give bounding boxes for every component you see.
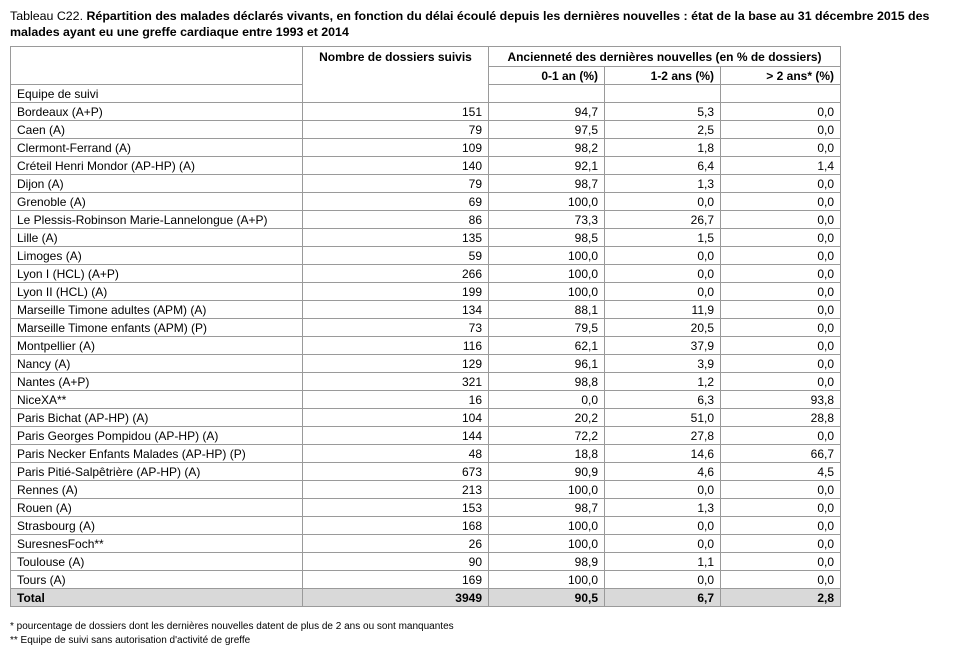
total-1-2-ans: 6,7 <box>605 589 721 607</box>
cell-gt-2-ans: 0,0 <box>721 193 841 211</box>
cell-gt-2-ans: 0,0 <box>721 535 841 553</box>
cell-dossiers: 109 <box>303 139 489 157</box>
cell-dossiers: 116 <box>303 337 489 355</box>
cell-1-2-ans: 1,8 <box>605 139 721 157</box>
table-row <box>11 175 841 193</box>
cell-equipe: Marseille Timone adultes (APM) (A) <box>11 301 303 319</box>
cell-0-1-an: 20,2 <box>489 409 605 427</box>
cell-1-2-ans: 20,5 <box>605 319 721 337</box>
cell-0-1-an: 100,0 <box>489 571 605 589</box>
cell-gt-2-ans: 66,7 <box>721 445 841 463</box>
cell-0-1-an: 97,5 <box>489 121 605 139</box>
table-row <box>11 391 841 409</box>
cell-1-2-ans: 26,7 <box>605 211 721 229</box>
cell-dossiers: 266 <box>303 265 489 283</box>
cell-1-2-ans: 1,3 <box>605 499 721 517</box>
table-row <box>11 229 841 247</box>
table-row <box>11 409 841 427</box>
cell-dossiers: 86 <box>303 211 489 229</box>
cell-dossiers: 69 <box>303 193 489 211</box>
cell-dossiers: 151 <box>303 103 489 121</box>
cell-equipe: Grenoble (A) <box>11 193 303 211</box>
cell-1-2-ans: 0,0 <box>605 517 721 535</box>
cell-0-1-an: 0,0 <box>489 391 605 409</box>
cell-equipe: Paris Georges Pompidou (AP-HP) (A) <box>11 427 303 445</box>
table-row <box>11 319 841 337</box>
cell-equipe: NiceXA** <box>11 391 303 409</box>
table-row <box>11 247 841 265</box>
table-row <box>11 103 841 121</box>
cell-1-2-ans: 0,0 <box>605 247 721 265</box>
header-1-2-ans: 1-2 ans (%) <box>605 67 721 85</box>
cell-1-2-ans: 1,1 <box>605 553 721 571</box>
cell-0-1-an: 98,8 <box>489 373 605 391</box>
cell-equipe: SuresnesFoch** <box>11 535 303 553</box>
cell-1-2-ans: 6,4 <box>605 157 721 175</box>
header-anciennete: Ancienneté des dernières nouvelles (en % de dossiers) <box>489 47 841 67</box>
cell-equipe: Toulouse (A) <box>11 553 303 571</box>
cell-0-1-an: 18,8 <box>489 445 605 463</box>
cell-dossiers: 73 <box>303 319 489 337</box>
table-row <box>11 445 841 463</box>
table-row <box>11 571 841 589</box>
table-number: Tableau C22. <box>10 9 84 23</box>
total-dossiers: 3949 <box>303 589 489 607</box>
cell-dossiers: 134 <box>303 301 489 319</box>
cell-equipe: Rennes (A) <box>11 481 303 499</box>
cell-1-2-ans: 1,5 <box>605 229 721 247</box>
total-label: Total <box>11 589 303 607</box>
table-row <box>11 301 841 319</box>
cell-dossiers: 59 <box>303 247 489 265</box>
cell-gt-2-ans: 0,0 <box>721 121 841 139</box>
cell-0-1-an: 96,1 <box>489 355 605 373</box>
cell-gt-2-ans: 0,0 <box>721 373 841 391</box>
footnote-2: ** Equipe de suivi sans autorisation d'activité de greffe <box>10 635 251 646</box>
footnote-1: * pourcentage de dossiers dont les dernières nouvelles datent de plus de 2 ans ou sont manquantes <box>10 621 454 632</box>
cell-equipe: Rouen (A) <box>11 499 303 517</box>
table-row <box>11 121 841 139</box>
table-title <box>10 8 970 40</box>
table-row <box>11 139 841 157</box>
cell-equipe: Paris Bichat (AP-HP) (A) <box>11 409 303 427</box>
cell-1-2-ans: 5,3 <box>605 103 721 121</box>
cell-0-1-an: 100,0 <box>489 265 605 283</box>
cell-dossiers: 169 <box>303 571 489 589</box>
cell-0-1-an: 79,5 <box>489 319 605 337</box>
cell-gt-2-ans: 0,0 <box>721 103 841 121</box>
cell-1-2-ans: 1,2 <box>605 373 721 391</box>
cell-0-1-an: 100,0 <box>489 517 605 535</box>
cell-0-1-an: 92,1 <box>489 157 605 175</box>
cell-gt-2-ans: 0,0 <box>721 553 841 571</box>
cell-dossiers: 26 <box>303 535 489 553</box>
cell-equipe: Lyon II (HCL) (A) <box>11 283 303 301</box>
cell-0-1-an: 100,0 <box>489 193 605 211</box>
table-row <box>11 427 841 445</box>
cell-gt-2-ans: 0,0 <box>721 139 841 157</box>
cell-0-1-an: 94,7 <box>489 103 605 121</box>
cell-1-2-ans: 27,8 <box>605 427 721 445</box>
cell-equipe: Clermont-Ferrand (A) <box>11 139 303 157</box>
cell-1-2-ans: 0,0 <box>605 193 721 211</box>
table-row <box>11 553 841 571</box>
cell-dossiers: 79 <box>303 175 489 193</box>
cell-0-1-an: 73,3 <box>489 211 605 229</box>
header-empty-2 <box>11 67 303 85</box>
cell-0-1-an: 100,0 <box>489 247 605 265</box>
cell-dossiers: 168 <box>303 517 489 535</box>
cell-gt-2-ans: 0,0 <box>721 319 841 337</box>
cell-1-2-ans: 2,5 <box>605 121 721 139</box>
cell-dossiers: 199 <box>303 283 489 301</box>
cell-1-2-ans: 3,9 <box>605 355 721 373</box>
table-row <box>11 337 841 355</box>
cell-gt-2-ans: 0,0 <box>721 265 841 283</box>
cell-0-1-an: 98,9 <box>489 553 605 571</box>
cell-dossiers: 16 <box>303 391 489 409</box>
cell-equipe: Marseille Timone enfants (APM) (P) <box>11 319 303 337</box>
cell-0-1-an: 88,1 <box>489 301 605 319</box>
cell-equipe: Montpellier (A) <box>11 337 303 355</box>
cell-dossiers: 79 <box>303 121 489 139</box>
cell-equipe: Strasbourg (A) <box>11 517 303 535</box>
header-gt-2-ans: > 2 ans* (%) <box>721 67 841 85</box>
cell-gt-2-ans: 93,8 <box>721 391 841 409</box>
cell-1-2-ans: 6,3 <box>605 391 721 409</box>
cell-1-2-ans: 37,9 <box>605 337 721 355</box>
header-dossiers: Nombre de dossiers suivis <box>303 47 489 67</box>
cell-dossiers: 153 <box>303 499 489 517</box>
cell-gt-2-ans: 0,0 <box>721 301 841 319</box>
table-row <box>11 499 841 517</box>
table-row <box>11 355 841 373</box>
cell-gt-2-ans: 0,0 <box>721 517 841 535</box>
cell-1-2-ans: 51,0 <box>605 409 721 427</box>
cell-gt-2-ans: 4,5 <box>721 463 841 481</box>
cell-0-1-an: 98,7 <box>489 499 605 517</box>
cell-gt-2-ans: 0,0 <box>721 211 841 229</box>
cell-equipe: Caen (A) <box>11 121 303 139</box>
table-row <box>11 517 841 535</box>
table-row <box>11 535 841 553</box>
cell-equipe: Lille (A) <box>11 229 303 247</box>
cell-dossiers: 213 <box>303 481 489 499</box>
total-0-1-an: 90,5 <box>489 589 605 607</box>
cell-1-2-ans: 0,0 <box>605 481 721 499</box>
cell-dossiers: 104 <box>303 409 489 427</box>
cell-dossiers: 129 <box>303 355 489 373</box>
cell-equipe: Dijon (A) <box>11 175 303 193</box>
cell-0-1-an: 62,1 <box>489 337 605 355</box>
cell-equipe: Tours (A) <box>11 571 303 589</box>
cell-equipe: Paris Necker Enfants Malades (AP-HP) (P) <box>11 445 303 463</box>
header-empty-3 <box>303 67 489 85</box>
table-row <box>11 265 841 283</box>
cell-gt-2-ans: 0,0 <box>721 247 841 265</box>
cell-1-2-ans: 0,0 <box>605 535 721 553</box>
cell-equipe: Le Plessis-Robinson Marie-Lannelongue (A+P) <box>11 211 303 229</box>
table-row <box>11 283 841 301</box>
cell-equipe: Nantes (A+P) <box>11 373 303 391</box>
cell-gt-2-ans: 28,8 <box>721 409 841 427</box>
cell-0-1-an: 90,9 <box>489 463 605 481</box>
cell-0-1-an: 100,0 <box>489 535 605 553</box>
cell-0-1-an: 98,5 <box>489 229 605 247</box>
cell-0-1-an: 72,2 <box>489 427 605 445</box>
cell-1-2-ans: 0,0 <box>605 283 721 301</box>
cell-1-2-ans: 0,0 <box>605 571 721 589</box>
table-row <box>11 373 841 391</box>
cell-gt-2-ans: 0,0 <box>721 481 841 499</box>
cell-equipe: Paris Pitié-Salpêtrière (AP-HP) (A) <box>11 463 303 481</box>
table-row <box>11 463 841 481</box>
table-row <box>11 481 841 499</box>
cell-dossiers: 90 <box>303 553 489 571</box>
cell-1-2-ans: 11,9 <box>605 301 721 319</box>
cell-dossiers: 144 <box>303 427 489 445</box>
cell-dossiers: 48 <box>303 445 489 463</box>
total-gt-2-ans: 2,8 <box>721 589 841 607</box>
cell-dossiers: 673 <box>303 463 489 481</box>
cell-dossiers: 140 <box>303 157 489 175</box>
cell-gt-2-ans: 0,0 <box>721 175 841 193</box>
table-row <box>11 211 841 229</box>
data-table <box>10 46 841 607</box>
cell-equipe: Créteil Henri Mondor (AP-HP) (A) <box>11 157 303 175</box>
footnotes <box>10 620 454 648</box>
cell-gt-2-ans: 0,0 <box>721 427 841 445</box>
cell-0-1-an: 100,0 <box>489 283 605 301</box>
cell-1-2-ans: 0,0 <box>605 265 721 283</box>
cell-gt-2-ans: 0,0 <box>721 499 841 517</box>
equipe-label: Equipe de suivi <box>11 85 303 103</box>
table-caption: Répartition des malades déclarés vivants, en fonction du délai écoulé depuis les dernières nouvelles : état de la base au 31 décembre 2015 des malades ayant eu une greffe cardiaque entre 1993 et 2014 <box>10 9 930 39</box>
header-empty <box>11 47 303 67</box>
cell-equipe: Bordeaux (A+P) <box>11 103 303 121</box>
cell-1-2-ans: 4,6 <box>605 463 721 481</box>
cell-0-1-an: 98,2 <box>489 139 605 157</box>
cell-0-1-an: 98,7 <box>489 175 605 193</box>
cell-gt-2-ans: 1,4 <box>721 157 841 175</box>
cell-equipe: Limoges (A) <box>11 247 303 265</box>
header-0-1-an: 0-1 an (%) <box>489 67 605 85</box>
cell-0-1-an: 100,0 <box>489 481 605 499</box>
cell-gt-2-ans: 0,0 <box>721 283 841 301</box>
cell-equipe: Nancy (A) <box>11 355 303 373</box>
cell-gt-2-ans: 0,0 <box>721 337 841 355</box>
table-row <box>11 193 841 211</box>
cell-gt-2-ans: 0,0 <box>721 571 841 589</box>
total-row <box>11 589 841 607</box>
cell-equipe: Lyon I (HCL) (A+P) <box>11 265 303 283</box>
cell-gt-2-ans: 0,0 <box>721 355 841 373</box>
cell-dossiers: 321 <box>303 373 489 391</box>
cell-dossiers: 135 <box>303 229 489 247</box>
cell-1-2-ans: 14,6 <box>605 445 721 463</box>
cell-gt-2-ans: 0,0 <box>721 229 841 247</box>
table-row <box>11 157 841 175</box>
cell-1-2-ans: 1,3 <box>605 175 721 193</box>
